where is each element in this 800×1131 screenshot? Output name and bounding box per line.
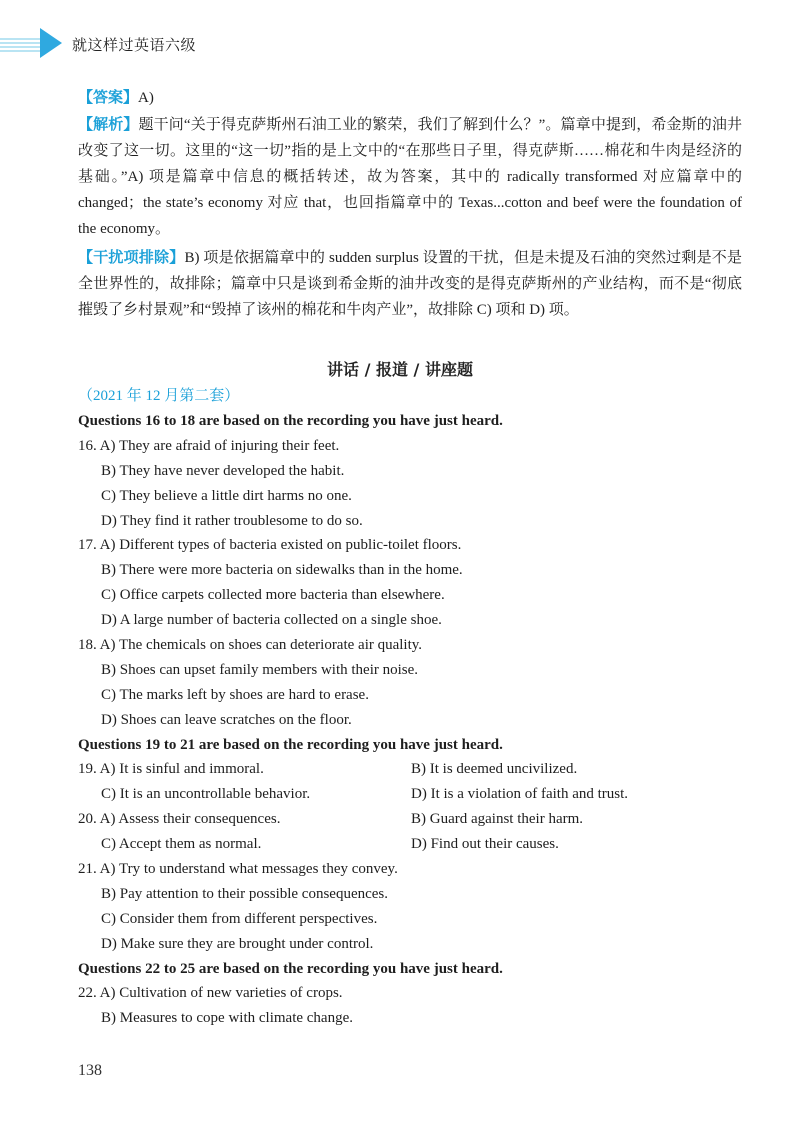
option-19-b: B) It is deemed uncivilized.: [411, 761, 578, 778]
answer-value: A): [138, 90, 154, 106]
question-20-row2: [78, 832, 768, 857]
question-19-row1: [78, 757, 768, 782]
option-22-b: B) Measures to cope with climate change.: [101, 1010, 353, 1027]
book-title: 就这样过英语六级: [72, 36, 197, 54]
option-22-a: 22. A) Cultivation of new varieties of crops.: [78, 985, 343, 1002]
question-list: [78, 409, 768, 1031]
answer-line: [78, 84, 742, 111]
analysis-paragraph: [78, 111, 742, 242]
option-18-d: D) Shoes can leave scratches on the floor.: [101, 711, 352, 728]
header-arrow-icon: [40, 28, 62, 58]
option-17-b: B) There were more bacteria on sidewalks than in the home.: [101, 562, 463, 579]
option-16-a: 16. A) They are afraid of injuring their feet.: [78, 437, 340, 454]
option-18-a: 18. A) The chemicals on shoes can deteriorate air quality.: [78, 637, 423, 654]
distractor-tag: 【干扰项排除】: [78, 248, 185, 266]
option-19-a: 19. A) It is sinful and immoral.: [78, 761, 264, 778]
option-17-c: C) Office carpets collected more bacteria than elsewhere.: [101, 587, 445, 604]
option-18-c: C) The marks left by shoes are hard to erase.: [101, 686, 369, 703]
option-16-b: B) They have never developed the habit.: [101, 462, 345, 479]
option-19-d: D) It is a violation of faith and trust.: [411, 786, 629, 803]
question-20-row1: [78, 807, 768, 832]
option-19-c: C) It is an uncontrollable behavior.: [101, 786, 311, 803]
question-19-row2: [78, 782, 768, 807]
question-group-heading: Questions 16 to 18 are based on the recording you have just heard.: [78, 413, 503, 429]
analysis-text: 题干问“关于得克萨斯州石油工业的繁荣，我们了解到什么？”。篇章中提到，希金斯的油井改变了这一切。这里的“这一切”指的是上文中的“在那些日子里，得克萨斯……棉花和牛肉是经济的基础。”A) 项是篇章中信息的概括转述，故为答案，其中的 radically transformed 对应篇章中的 changed；the state’s economy 对应 that，也回指篇章中的 Texas...cotton and beef were the foundation of the economy。: [78, 117, 742, 237]
question-group-heading: Questions 19 to 21 are based on the recording you have just heard.: [78, 736, 503, 753]
option-20-c: C) Accept them as normal.: [101, 836, 262, 853]
section-title: 讲话 / 报道 / 讲座题: [327, 360, 473, 379]
option-21-b: B) Pay attention to their possible consequences.: [101, 885, 389, 902]
option-17-a: 17. A) Different types of bacteria existed on public-toilet floors.: [78, 537, 462, 554]
page-number: 138: [78, 1062, 102, 1079]
distractor-text: B) 项是依据篇章中的 sudden surplus 设置的干扰，但是未提及石油的突然过剩是不是全世界性的，故排除；篇章中只是谈到希金斯的油井改变的是得克萨斯州的产业结构，而不是“彻底摧毁了乡村景观”和“毁掉了该州的棉花和牛肉产业”，故排除 C) 项和 D) 项。: [78, 250, 742, 318]
option-16-c: C) They believe a little dirt harms no one.: [101, 487, 352, 504]
option-17-d: D) A large number of bacteria collected on a single shoe.: [101, 612, 442, 629]
exam-year: （2021 年 12 月第二套）: [78, 388, 240, 404]
question-group-heading: Questions 22 to 25 are based on the recording you have just heard.: [78, 960, 503, 977]
option-20-a: 20. A) Assess their consequences.: [78, 811, 281, 828]
option-21-c: C) Consider them from different perspectives.: [101, 910, 378, 927]
answer-analysis: [78, 84, 742, 323]
distractor-paragraph: [78, 244, 742, 323]
option-16-d: D) They find it rather troublesome to do so.: [101, 512, 363, 529]
option-18-b: B) Shoes can upset family members with their noise.: [101, 661, 419, 678]
page-header: [0, 22, 800, 62]
analysis-tag: 【解析】: [78, 115, 139, 133]
option-20-b: B) Guard against their harm.: [411, 811, 584, 828]
header-stripes: [0, 38, 44, 52]
answer-tag: 【答案】: [78, 88, 139, 106]
option-20-d: D) Find out their causes.: [411, 836, 559, 853]
option-21-a: 21. A) Try to understand what messages they convey.: [78, 861, 398, 878]
option-21-d: D) Make sure they are brought under control.: [101, 935, 374, 952]
